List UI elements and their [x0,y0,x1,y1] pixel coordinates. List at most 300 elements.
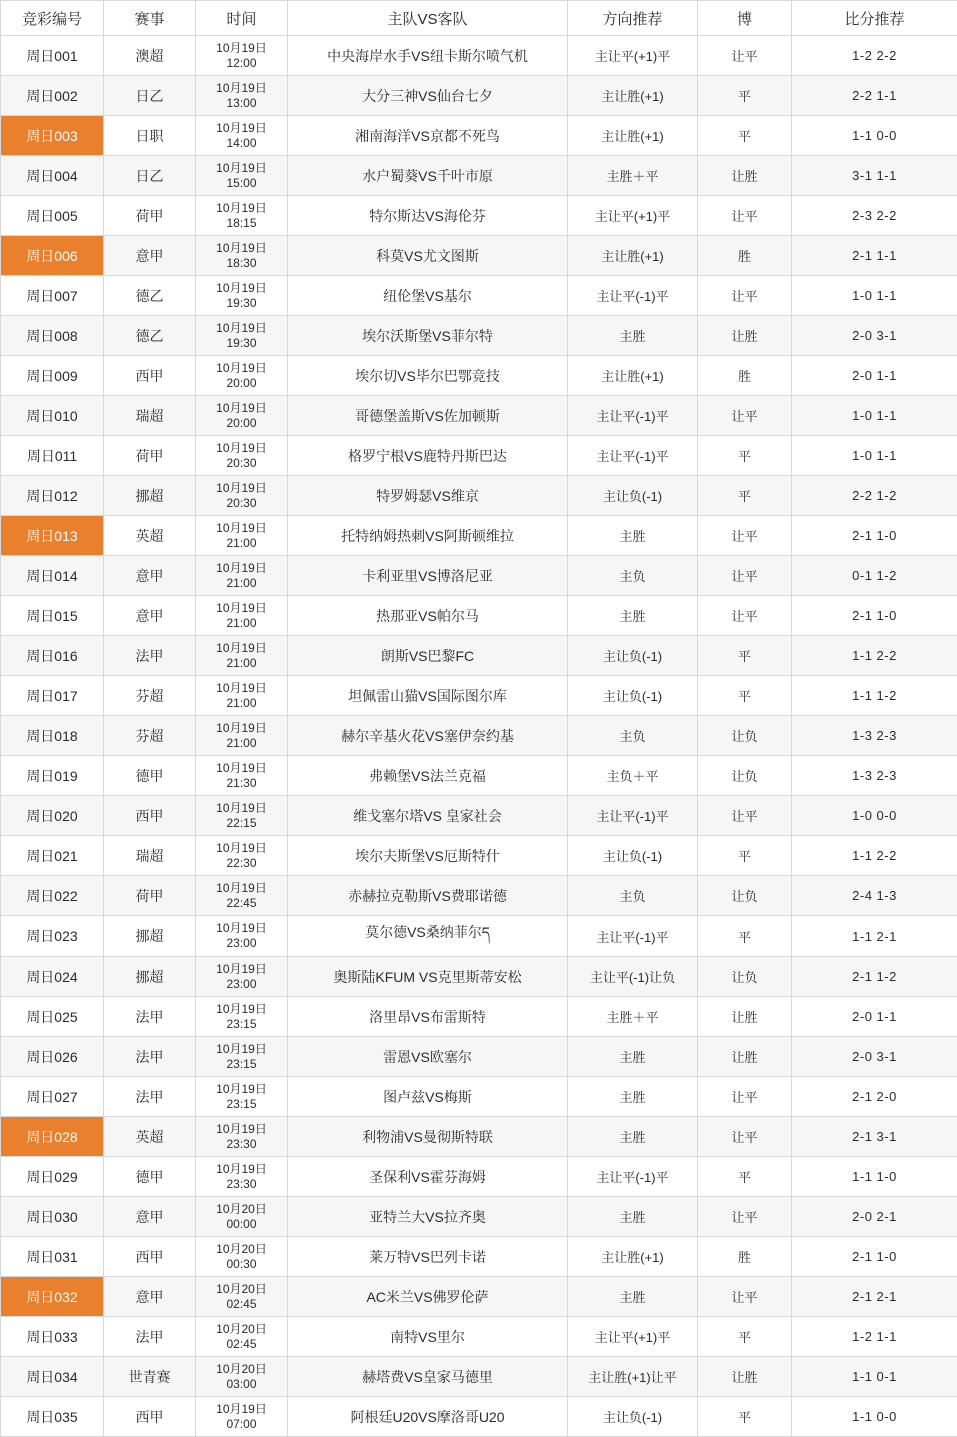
cell-score-recommendation: 2-0 1-1 [792,997,957,1037]
cell-league: 澳超 [104,36,196,76]
table-body [1,36,957,1437]
cell-match-number: 周日012 [1,476,104,516]
cell-teams: 莫尔德VS桑纳菲尔ད [288,916,568,957]
cell-league: 西甲 [104,356,196,396]
cell-date-text: 10月19日 [196,1082,287,1097]
table-row[interactable] [1,796,957,836]
cell-teams: 埃尔切VS毕尔巴鄂竞技 [288,356,568,396]
cell-direction-recommendation: 主负＋平 [568,756,698,796]
cell-bo: 平 [698,1317,792,1357]
cell-match-number: 周日014 [1,556,104,596]
cell-time [196,1237,288,1277]
table-row[interactable] [1,1117,957,1157]
cell-score-recommendation: 1-1 0-0 [792,1397,957,1437]
cell-score-recommendation: 2-0 1-1 [792,356,957,396]
cell-clock-text: 23:15 [196,1057,287,1072]
cell-direction-recommendation: 主让胜(+1) [568,76,698,116]
cell-match-number: 周日017 [1,676,104,716]
cell-bo: 让胜 [698,997,792,1037]
cell-league: 意甲 [104,1197,196,1237]
cell-direction-recommendation: 主让平(-1)平 [568,916,698,957]
table-row[interactable] [1,1037,957,1077]
cell-match-number: 周日019 [1,756,104,796]
cell-league: 德乙 [104,316,196,356]
cell-time [196,476,288,516]
cell-teams: 阿根廷U20VS摩洛哥U20 [288,1397,568,1437]
cell-match-number: 周日029 [1,1157,104,1197]
cell-bo: 让负 [698,716,792,756]
table-row[interactable] [1,436,957,476]
cell-teams: 水户蜀葵VS千叶市原 [288,156,568,196]
cell-clock-text: 23:30 [196,1177,287,1192]
cell-clock-text: 02:45 [196,1337,287,1352]
cell-bo: 平 [698,476,792,516]
cell-score-recommendation: 2-1 1-0 [792,516,957,556]
cell-score-recommendation: 2-0 3-1 [792,1037,957,1077]
cell-date-text: 10月19日 [196,81,287,96]
cell-time [196,276,288,316]
cell-time [196,836,288,876]
cell-clock-text: 21:00 [196,536,287,551]
cell-score-recommendation: 3-1 1-1 [792,156,957,196]
cell-direction-recommendation: 主负 [568,556,698,596]
cell-match-number: 周日026 [1,1037,104,1077]
cell-match-number: 周日023 [1,916,104,957]
cell-teams: 湘南海洋VS京都不死鸟 [288,116,568,156]
cell-league: 德甲 [104,756,196,796]
cell-clock-text: 23:00 [196,936,287,951]
cell-match-number: 周日027 [1,1077,104,1117]
cell-clock-text: 19:30 [196,336,287,351]
cell-league: 西甲 [104,1397,196,1437]
cell-league: 日乙 [104,156,196,196]
cell-score-recommendation: 2-3 2-2 [792,196,957,236]
cell-match-number: 周日016 [1,636,104,676]
cell-direction-recommendation: 主负 [568,876,698,916]
cell-bo: 平 [698,1157,792,1197]
cell-score-recommendation: 2-0 2-1 [792,1197,957,1237]
cell-bo: 让胜 [698,1357,792,1397]
cell-league: 瑞超 [104,396,196,436]
cell-league: 世青赛 [104,1357,196,1397]
table-row[interactable] [1,276,957,316]
cell-teams: 科莫VS尤文图斯 [288,236,568,276]
cell-date-text: 10月19日 [196,801,287,816]
cell-date-text: 10月19日 [196,1002,287,1017]
header-cell-num: 竞彩编号 [1,1,104,36]
cell-time [196,396,288,436]
cell-teams: 卡利亚里VS博洛尼亚 [288,556,568,596]
cell-score-recommendation: 2-1 1-1 [792,236,957,276]
cell-date-text: 10月19日 [196,1042,287,1057]
table-row[interactable] [1,516,957,556]
cell-time [196,556,288,596]
cell-date-text: 10月19日 [196,561,287,576]
cell-match-number: 周日030 [1,1197,104,1237]
cell-teams: 利物浦VS曼彻斯特联 [288,1117,568,1157]
cell-date-text: 10月19日 [196,41,287,56]
cell-date-text: 10月19日 [196,1162,287,1177]
cell-match-number: 周日004 [1,156,104,196]
cell-time [196,236,288,276]
cell-league: 意甲 [104,596,196,636]
cell-direction-recommendation: 主胜＋平 [568,156,698,196]
cell-league: 日职 [104,116,196,156]
cell-bo: 让胜 [698,156,792,196]
cell-score-recommendation: 2-1 2-1 [792,1277,957,1317]
cell-teams: 大分三神VS仙台七夕 [288,76,568,116]
cell-league: 法甲 [104,1317,196,1357]
cell-time [196,196,288,236]
cell-match-number: 周日022 [1,876,104,916]
cell-date-text: 10月19日 [196,361,287,376]
cell-clock-text: 02:45 [196,1297,287,1312]
cell-bo: 让平 [698,796,792,836]
cell-score-recommendation: 1-1 2-1 [792,916,957,957]
header-cell-direction: 方向推荐 [568,1,698,36]
cell-direction-recommendation: 主让平(-1)平 [568,1157,698,1197]
cell-league: 西甲 [104,796,196,836]
cell-time [196,316,288,356]
cell-clock-text: 07:00 [196,1417,287,1432]
table-row[interactable] [1,356,957,396]
cell-direction-recommendation: 主让平(-1)平 [568,796,698,836]
cell-clock-text: 23:15 [196,1097,287,1112]
cell-date-text: 10月20日 [196,1322,287,1337]
cell-date-text: 10月20日 [196,1362,287,1377]
cell-match-number: 周日034 [1,1357,104,1397]
cell-teams: 埃尔沃斯堡VS菲尔特 [288,316,568,356]
cell-match-number: 周日032 [1,1277,104,1317]
cell-time [196,796,288,836]
cell-time [196,516,288,556]
table-row[interactable] [1,997,957,1037]
cell-direction-recommendation: 主让胜(+1)让平 [568,1357,698,1397]
header-cell-league: 赛事 [104,1,196,36]
table-row[interactable] [1,1077,957,1117]
cell-direction-recommendation: 主让平(-1)平 [568,436,698,476]
cell-direction-recommendation: 主胜＋平 [568,997,698,1037]
cell-time [196,676,288,716]
cell-teams: 奥斯陆KFUM VS克里斯蒂安松 [288,957,568,997]
cell-time [196,1397,288,1437]
cell-time [196,876,288,916]
cell-date-text: 10月19日 [196,481,287,496]
cell-match-number: 周日003 [1,116,104,156]
cell-date-text: 10月19日 [196,1402,287,1417]
cell-direction-recommendation: 主让平(+1)平 [568,36,698,76]
cell-match-number: 周日007 [1,276,104,316]
cell-direction-recommendation: 主让负(-1) [568,676,698,716]
cell-bo: 让平 [698,556,792,596]
cell-clock-text: 18:30 [196,256,287,271]
cell-score-recommendation: 2-1 1-0 [792,1237,957,1277]
cell-date-text: 10月19日 [196,881,287,896]
table-row[interactable] [1,1317,957,1357]
cell-match-number: 周日005 [1,196,104,236]
cell-direction-recommendation: 主胜 [568,316,698,356]
cell-teams: 赫尔辛基火花VS塞伊奈约基 [288,716,568,756]
cell-direction-recommendation: 主让平(-1)平 [568,396,698,436]
cell-date-text: 10月19日 [196,601,287,616]
cell-clock-text: 23:00 [196,977,287,992]
cell-bo: 平 [698,676,792,716]
cell-time [196,1197,288,1237]
cell-clock-text: 03:00 [196,1377,287,1392]
cell-direction-recommendation: 主胜 [568,1077,698,1117]
cell-bo: 让平 [698,516,792,556]
cell-date-text: 10月19日 [196,721,287,736]
cell-direction-recommendation: 主让负(-1) [568,636,698,676]
cell-bo: 让负 [698,957,792,997]
cell-time [196,1357,288,1397]
cell-league: 芬超 [104,716,196,756]
cell-clock-text: 22:15 [196,816,287,831]
cell-teams: 赫塔费VS皇家马德里 [288,1357,568,1397]
cell-teams: 弗赖堡VS法兰克福 [288,756,568,796]
cell-time [196,916,288,957]
cell-score-recommendation: 1-1 2-2 [792,636,957,676]
cell-match-number: 周日001 [1,36,104,76]
cell-score-recommendation: 1-3 2-3 [792,716,957,756]
table-row[interactable] [1,836,957,876]
cell-bo: 让胜 [698,316,792,356]
cell-league: 英超 [104,516,196,556]
header-cell-bo: 博 [698,1,792,36]
cell-bo: 让平 [698,276,792,316]
cell-date-text: 10月19日 [196,441,287,456]
header-cell-match: 主队VS客队 [288,1,568,36]
cell-clock-text: 23:30 [196,1137,287,1152]
cell-score-recommendation: 2-2 1-1 [792,76,957,116]
cell-clock-text: 21:00 [196,736,287,751]
cell-score-recommendation: 1-3 2-3 [792,756,957,796]
cell-clock-text: 21:00 [196,616,287,631]
cell-league: 法甲 [104,997,196,1037]
cell-date-text: 10月19日 [196,201,287,216]
cell-bo: 胜 [698,1237,792,1277]
cell-league: 挪超 [104,476,196,516]
cell-bo: 平 [698,1397,792,1437]
table-row[interactable] [1,116,957,156]
cell-league: 荷甲 [104,876,196,916]
cell-league: 意甲 [104,1277,196,1317]
cell-bo: 让平 [698,596,792,636]
cell-match-number: 周日013 [1,516,104,556]
cell-bo: 胜 [698,356,792,396]
cell-league: 荷甲 [104,196,196,236]
table-row[interactable] [1,876,957,916]
cell-time [196,1037,288,1077]
cell-date-text: 10月19日 [196,281,287,296]
cell-teams: 哥德堡盖斯VS佐加顿斯 [288,396,568,436]
cell-date-text: 10月19日 [196,761,287,776]
cell-score-recommendation: 1-2 1-1 [792,1317,957,1357]
header-row [1,1,957,36]
cell-teams: 南特VS里尔 [288,1317,568,1357]
cell-time [196,36,288,76]
table-row[interactable] [1,756,957,796]
table-row[interactable] [1,236,957,276]
cell-time [196,436,288,476]
cell-match-number: 周日035 [1,1397,104,1437]
cell-time [196,997,288,1037]
cell-bo: 让平 [698,1277,792,1317]
table-row[interactable] [1,156,957,196]
cell-clock-text: 00:30 [196,1257,287,1272]
cell-direction-recommendation: 主让胜(+1) [568,356,698,396]
table-row[interactable] [1,1237,957,1277]
cell-direction-recommendation: 主让胜(+1) [568,1237,698,1277]
cell-bo: 平 [698,116,792,156]
cell-league: 西甲 [104,1237,196,1277]
cell-clock-text: 19:30 [196,296,287,311]
cell-match-number: 周日015 [1,596,104,636]
table-row[interactable] [1,476,957,516]
cell-time [196,116,288,156]
table-row[interactable] [1,196,957,236]
cell-date-text: 10月19日 [196,521,287,536]
cell-teams: 莱万特VS巴列卡诺 [288,1237,568,1277]
cell-time [196,1077,288,1117]
cell-league: 英超 [104,1117,196,1157]
cell-bo: 让平 [698,1197,792,1237]
cell-league: 挪超 [104,916,196,957]
cell-time [196,156,288,196]
table-row[interactable] [1,316,957,356]
cell-bo: 胜 [698,236,792,276]
cell-date-text: 10月19日 [196,841,287,856]
cell-bo: 让平 [698,196,792,236]
table-row[interactable] [1,396,957,436]
cell-score-recommendation: 1-1 0-1 [792,1357,957,1397]
cell-bo: 让平 [698,1077,792,1117]
cell-teams: 赤赫拉克勒斯VS费耶诺德 [288,876,568,916]
cell-score-recommendation: 1-0 0-0 [792,796,957,836]
cell-teams: 雷恩VS欧塞尔 [288,1037,568,1077]
cell-clock-text: 20:00 [196,376,287,391]
cell-match-number: 周日021 [1,836,104,876]
cell-league: 荷甲 [104,436,196,476]
cell-time [196,356,288,396]
cell-direction-recommendation: 主让平(-1)平 [568,276,698,316]
table-row[interactable] [1,957,957,997]
cell-score-recommendation: 2-1 1-2 [792,957,957,997]
cell-time [196,596,288,636]
cell-match-number: 周日009 [1,356,104,396]
cell-teams: 圣保利VS霍芬海姆 [288,1157,568,1197]
cell-time [196,1117,288,1157]
cell-date-text: 10月20日 [196,1282,287,1297]
cell-date-text: 10月19日 [196,1122,287,1137]
table-row[interactable] [1,1277,957,1317]
cell-teams: 坦佩雷山猫VS国际图尔库 [288,676,568,716]
cell-time [196,1157,288,1197]
cell-match-number: 周日024 [1,957,104,997]
cell-clock-text: 15:00 [196,176,287,191]
cell-league: 日乙 [104,76,196,116]
cell-clock-text: 20:00 [196,416,287,431]
cell-direction-recommendation: 主让平(+1)平 [568,1317,698,1357]
table-row[interactable] [1,716,957,756]
table-row[interactable] [1,916,957,957]
cell-date-text: 10月19日 [196,161,287,176]
cell-direction-recommendation: 主胜 [568,1197,698,1237]
cell-score-recommendation: 1-0 1-1 [792,276,957,316]
cell-date-text: 10月19日 [196,121,287,136]
cell-bo: 让胜 [698,1037,792,1077]
cell-direction-recommendation: 主让负(-1) [568,476,698,516]
table-row[interactable] [1,1157,957,1197]
cell-time [196,756,288,796]
cell-match-number: 周日002 [1,76,104,116]
cell-clock-text: 22:30 [196,856,287,871]
table-row[interactable] [1,556,957,596]
cell-score-recommendation: 2-1 3-1 [792,1117,957,1157]
cell-direction-recommendation: 主胜 [568,516,698,556]
cell-clock-text: 22:45 [196,896,287,911]
table-row[interactable] [1,1357,957,1397]
cell-score-recommendation: 2-0 3-1 [792,316,957,356]
cell-date-text: 10月19日 [196,321,287,336]
cell-teams: 格罗宁根VS鹿特丹斯巴达 [288,436,568,476]
cell-clock-text: 14:00 [196,136,287,151]
cell-direction-recommendation: 主让负(-1) [568,1397,698,1437]
cell-bo: 平 [698,636,792,676]
cell-teams: 特尔斯达VS海伦芬 [288,196,568,236]
cell-date-text: 10月19日 [196,962,287,977]
cell-date-text: 10月19日 [196,681,287,696]
cell-league: 德乙 [104,276,196,316]
cell-clock-text: 23:15 [196,1017,287,1032]
cell-league: 挪超 [104,957,196,997]
cell-score-recommendation: 1-1 1-2 [792,676,957,716]
cell-teams: 埃尔夫斯堡VS厄斯特什 [288,836,568,876]
cell-clock-text: 18:15 [196,216,287,231]
cell-time [196,76,288,116]
cell-clock-text: 13:00 [196,96,287,111]
cell-match-number: 周日025 [1,997,104,1037]
cell-time [196,957,288,997]
cell-match-number: 周日008 [1,316,104,356]
cell-bo: 让平 [698,396,792,436]
table-row[interactable] [1,596,957,636]
cell-score-recommendation: 1-0 1-1 [792,396,957,436]
cell-match-number: 周日010 [1,396,104,436]
table-row[interactable] [1,36,957,76]
cell-score-recommendation: 2-4 1-3 [792,876,957,916]
cell-league: 芬超 [104,676,196,716]
cell-teams: 图卢兹VS梅斯 [288,1077,568,1117]
cell-score-recommendation: 1-0 1-1 [792,436,957,476]
cell-score-recommendation: 1-1 2-2 [792,836,957,876]
cell-league: 意甲 [104,556,196,596]
table-row[interactable] [1,1397,957,1437]
cell-match-number: 周日031 [1,1237,104,1277]
cell-direction-recommendation: 主胜 [568,1277,698,1317]
table-row[interactable] [1,636,957,676]
cell-date-text: 10月19日 [196,401,287,416]
cell-bo: 让平 [698,1117,792,1157]
table-row[interactable] [1,1197,957,1237]
cell-clock-text: 00:00 [196,1217,287,1232]
cell-clock-text: 21:00 [196,656,287,671]
table-row[interactable] [1,76,957,116]
cell-direction-recommendation: 主胜 [568,596,698,636]
cell-teams: 洛里昂VS布雷斯特 [288,997,568,1037]
table-row[interactable] [1,676,957,716]
cell-direction-recommendation: 主胜 [568,1037,698,1077]
